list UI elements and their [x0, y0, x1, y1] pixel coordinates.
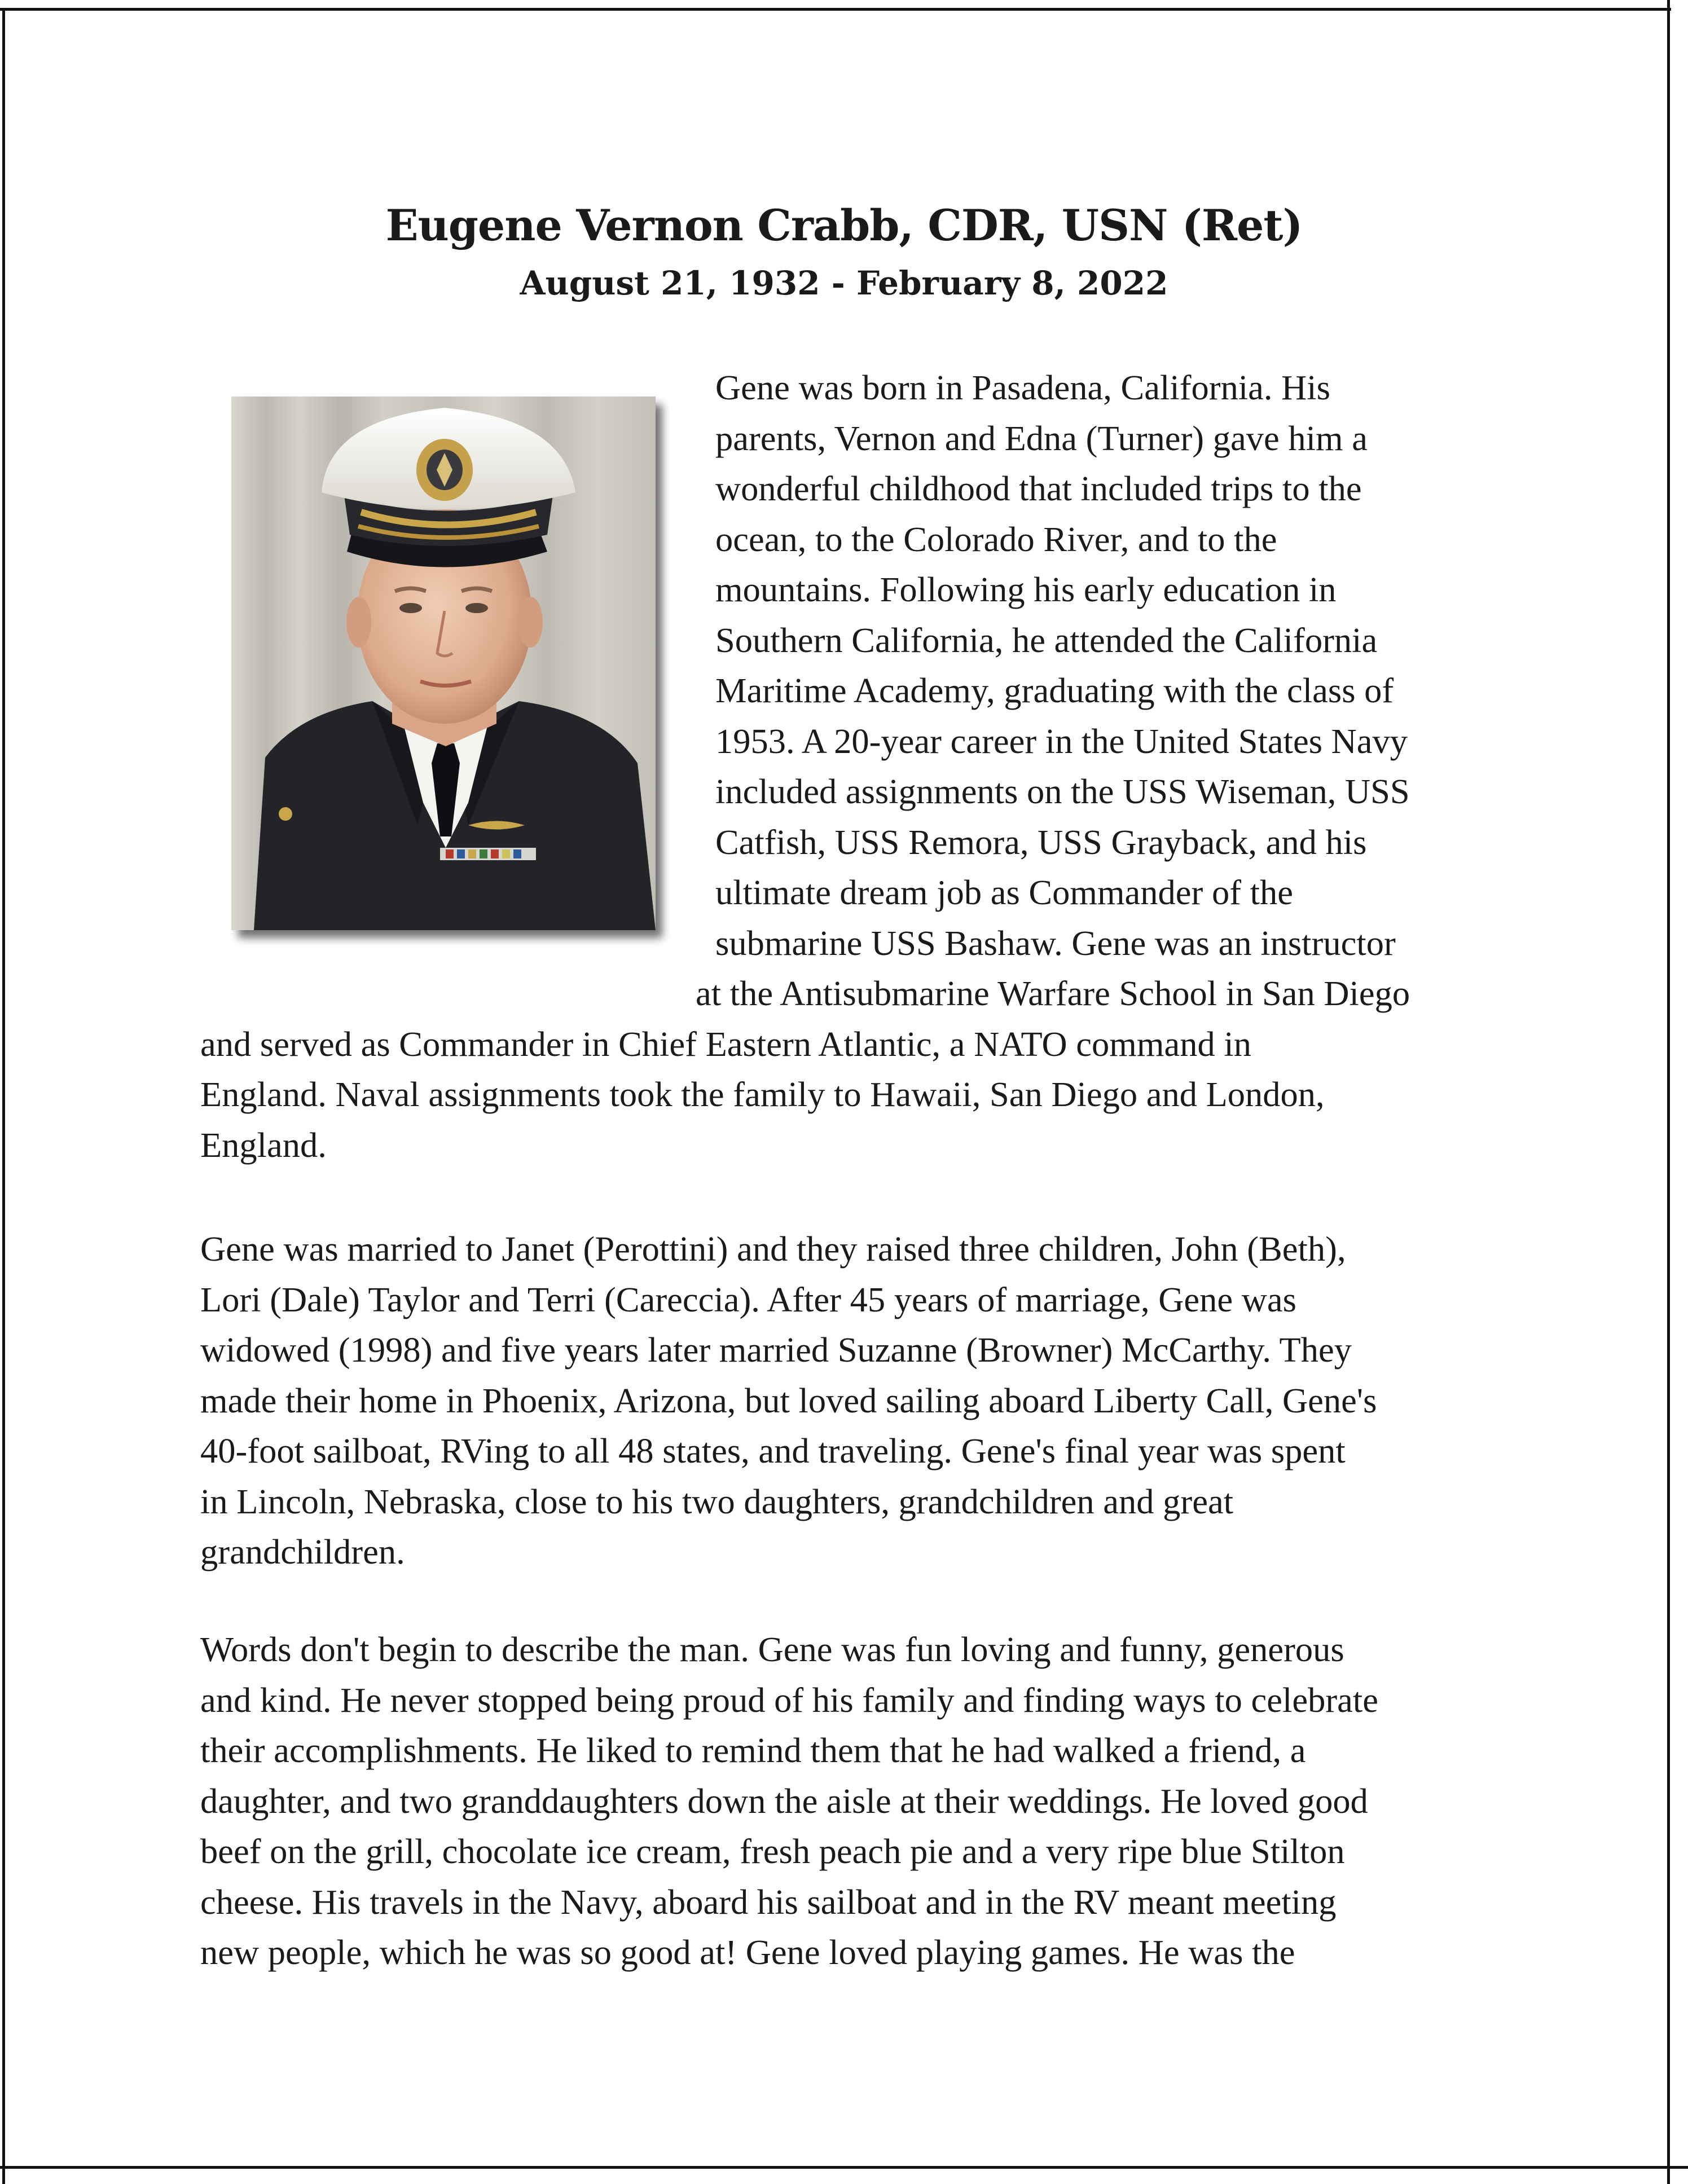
text-line: and kind. He never stopped being proud of his family and finding ways to celebrate [200, 1680, 1378, 1720]
text-line: mountains. Following his early education in [715, 570, 1337, 609]
text-line: cheese. His travels in the Navy, aboard his sailboat and in the RV meant meeting [200, 1882, 1337, 1922]
text-line: 1953. A 20-year career in the United States Navy [715, 721, 1408, 761]
text-line: Gene was married to Janet (Perottini) and they raised three children, John (Beth), [200, 1229, 1346, 1269]
paragraph-early-life [200, 363, 1515, 1170]
text-line: Catfish, USS Remora, USS Grayback, and his [715, 822, 1367, 862]
obituary-name: Eugene Vernon Crabb, CDR, USN (Ret) [385, 200, 1303, 250]
text-line: 40-foot sailboat, RVing to all 48 states, and traveling. Gene's final year was spent [200, 1431, 1346, 1470]
text-line: Maritime Academy, graduating with the class of [715, 671, 1394, 710]
life-dates: August 21, 1932 - February 8, 2022 [520, 264, 1168, 302]
text-line: England. [200, 1125, 327, 1165]
page-border-bottom [0, 2166, 1688, 2169]
text-line: England. Naval assignments took the family to Hawaii, San Diego and London, [200, 1075, 1325, 1114]
text-line: Words don't begin to describe the man. Gene was fun loving and funny, generous [200, 1630, 1344, 1669]
text-line: in Lincoln, Nebraska, close to his two daughters, grandchildren and great [200, 1481, 1234, 1521]
text-line: and served as Commander in Chief Eastern Atlantic, a NATO command in [200, 1024, 1251, 1064]
text-line: widowed (1998) and five years later married Suzanne (Browner) McCarthy. They [200, 1330, 1352, 1370]
paragraph-family [200, 1224, 1515, 1578]
text-line: parents, Vernon and Edna (Turner) gave him a [715, 418, 1368, 458]
text-line: wonderful childhood that included trips to the [715, 469, 1362, 508]
text-line: at the Antisubmarine Warfare School in San Diego [696, 974, 1410, 1013]
page-border-right [1667, 0, 1670, 2184]
text-line: Southern California, he attended the California [715, 620, 1378, 660]
text-line: ultimate dream job as Commander of the [715, 873, 1294, 912]
paragraph-character [200, 1624, 1515, 1978]
text-line: included assignments on the USS Wiseman, USS [715, 772, 1410, 811]
text-line: grandchildren. [200, 1532, 405, 1571]
text-line: their accomplishments. He liked to remind them that he had walked a friend, a [200, 1731, 1306, 1770]
text-line: beef on the grill, chocolate ice cream, fresh peach pie and a very ripe blue Stilton [200, 1831, 1345, 1871]
text-line: daughter, and two granddaughters down the aisle at their weddings. He loved good [200, 1781, 1368, 1821]
page-border-top [0, 8, 1671, 11]
text-line: new people, which he was so good at! Gene loved playing games. He was the [200, 1932, 1295, 1972]
text-line: ocean, to the Colorado River, and to the [715, 519, 1277, 559]
text-line: Lori (Dale) Taylor and Terri (Careccia). After 45 years of marriage, Gene was [200, 1279, 1296, 1319]
text-line: Gene was born in Pasadena, California. His [715, 368, 1330, 407]
page-border-left [2, 8, 5, 2184]
text-line: made their home in Phoenix, Arizona, but loved sailing aboard Liberty Call, Gene's [200, 1380, 1377, 1420]
text-line: submarine USS Bashaw. Gene was an instructor [715, 923, 1396, 963]
